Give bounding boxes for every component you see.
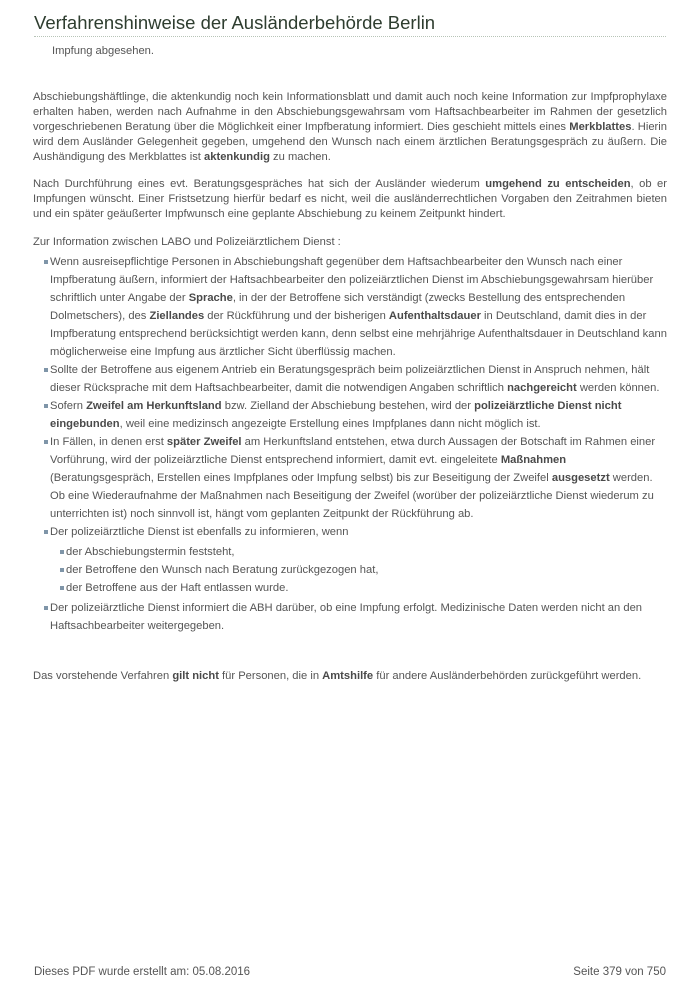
text-segment: werden. Ob eine Wiederaufnahme der Maßnahmen nach Beseitigung der Zweifel (worüber der polizeiärztliche Dienst wiederum zu unterrichten ist) noch sinnvoll ist, hängt vom geplanten Zeitpunkt der Rückführung ab. [50,472,654,520]
text-segment: Der polizeiärztliche Dienst ist ebenfalls zu informieren, wenn [50,526,349,538]
footer-created-date: Dieses PDF wurde erstellt am: 05.08.2016 [34,966,251,978]
text-segment: . Hierin wird dem Ausländer Gelegenheit gegeben, umgehend den Wunsch nach einem ärztlichen Beratungsgespräch zu äußern. Die Aushändigung des Merkblattes ist [33,121,667,163]
text-segment: Abschiebungshäftlinge, die aktenkundig noch kein Informationsblatt und damit auch noch keine Information zur Impfprophylaxe erhalten haben, werden nach Aufnahme in den Abschiebungsgewahrsam vom Haftsachbearbeiter im Rahmen der gesetzlich vorgeschriebenen Beratung über die Möglichkeit einer Impfberatung informiert. Dies geschieht mittels eines [33,91,667,133]
bold-sprache: Sprache [188,292,233,304]
text-segment: Nach Durchführung eines evt. Beratungsgespräches hat sich der Ausländer wiederum [33,178,486,190]
bold-massnahmen: Maßnahmen [500,454,567,466]
sub-list-item: der Betroffene den Wunsch nach Beratung zurückgezogen hat, [33,561,667,579]
bold-ziellandes: Ziellandes [149,310,205,322]
bold-dienst-nicht-eingebunden: polizeiärztliche Dienst nicht eingebunden [50,400,622,430]
bold-spaeter-zweifel: später Zweifel [166,436,242,448]
page-header [34,12,666,37]
bold-umgehend: umgehend zu entscheiden [485,178,631,190]
bold-amtshilfe: Amtshilfe [322,670,374,682]
text-segment: , in der der Betroffene sich verständigt (zwecks Bestellung des entsprechenden Dolmetschers), des [50,292,626,322]
text-segment: Wenn ausreisepflichtige Personen in Abschiebungshaft gegenüber dem Haftsachbearbeiter den Wunsch nach einer Impfberatung äußern, informiert der Haftsachbearbeiter den polizeiärztlichen Dienst im Abschiebungsgewahrsam hierüber schriftlich unter Angabe der [50,256,654,304]
text-segment: für Personen, die in [218,670,323,682]
text-segment: Sollte der Betroffene aus eigenem Antrieb ein Beratungsgespräch beim polizeiärztlichen Dienst in Anspruch nehmen, hält dieser Rücksprache mit dem Haftsachbearbeiter, damit die notwendigen Angaben schriftlich [50,364,650,394]
info-heading: Zur Information zwischen LABO und Polizeiärztlichem Dienst : [33,236,341,248]
list-item [33,361,667,397]
bold-nachgereicht: nachgereicht [507,382,577,394]
text-segment: (Beratungsgespräch, Erstellen eines Impfplanes oder Impfung selbst) bis zur Beseitigung der Zweifel [50,472,552,484]
text-segment: in Deutschland, damit dies in der Impfberatung entsprechend berücksichtigt werden kann, denn selbst eine mehrjährige Aufenthaltsdauer in Deutschland kann möglicherweise eine Impfung aus ärztlicher Sicht überflüssig machen. [50,310,667,358]
info-bullet-list [33,253,667,541]
list-item: Der polizeiärztliche Dienst informiert die ABH darüber, ob eine Impfung erfolgt. Medizinische Daten werden nicht an den Haftsachbearbeiter weitergegeben. [33,599,667,635]
bold-aktenkundig: aktenkundig [204,151,270,163]
text-segment: am Herkunftsland entstehen, etwa durch Aussagen der Botschaft im Rahmen einer Vorführung, wird der polizeiärztliche Dienst entsprechend informiert, damit evt. eingeleitete [50,436,656,466]
list-item [33,523,667,541]
paragraph-merkblatt [33,90,667,165]
sub-list-item: der Betroffene aus der Haft entlassen wurde. [33,579,667,597]
text-segment: , weil eine medizinsch angezeigte Erstellung eines Impfplanes dann nicht möglich ist. [119,418,541,430]
text-segment: In Fällen, in denen erst [50,436,167,448]
document-body [33,44,667,684]
bold-ausgesetzt: ausgesetzt [551,472,610,484]
page-title: Verfahrenshinweise der Ausländerbehörde Berlin [34,12,436,33]
header-divider [34,36,666,37]
bold-gilt-nicht: gilt nicht [172,670,219,682]
list-item [33,397,667,433]
paragraph-entscheidung [33,177,667,222]
sub-bullet-list [33,543,667,597]
continuation-line: Impfung abgesehen. [52,45,155,57]
list-item [33,433,667,523]
list-item [33,253,667,361]
text-segment: zu machen. [269,151,331,163]
text-segment: Das vorstehende Verfahren [33,670,173,682]
bold-zweifel-herkunftsland: Zweifel am Herkunftsland [86,400,222,412]
text-segment: Sofern [50,400,87,412]
footer-page-number: Seite 379 von 750 [573,966,666,978]
final-note [33,669,667,684]
text-segment: werden können. [576,382,660,394]
text-segment: , ob er Impfungen wünscht. Einer Fristsetzung hierfür bedarf es nicht, weil die ausländerrechtlichen Vorgaben den Zeitrahmen bieten und ein später geäußerter Impfwunsch eine geplante Abschiebung zu keinem Zeitpunkt hindert. [33,178,668,220]
sub-list-item: der Abschiebungstermin feststeht, [33,543,667,561]
text-segment: für andere Ausländerbehörden zurückgeführt werden. [373,670,642,682]
info-bullet-list-end [33,599,667,635]
bold-merkblattes: Merkblattes [569,121,632,133]
text-segment: der Rückführung und der bisherigen [204,310,389,322]
bold-aufenthaltsdauer: Aufenthaltsdauer [388,310,481,322]
page-footer [34,966,666,978]
text-segment: bzw. Zielland der Abschiebung bestehen, wird der [221,400,475,412]
